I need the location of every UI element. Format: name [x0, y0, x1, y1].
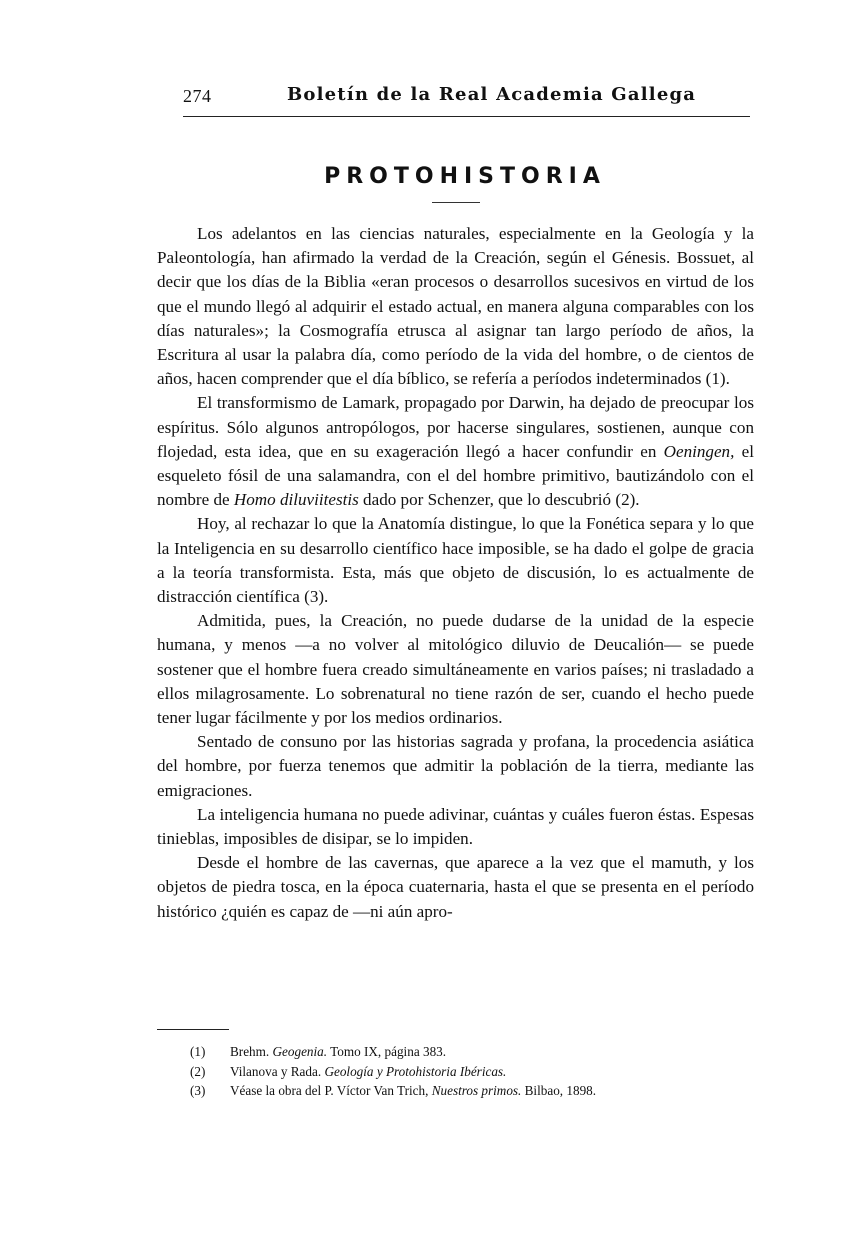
paragraph-2: El transformismo de Lamark, propagado por Darwin, ha dejado de preocupar los espíritus. Sólo algunos antropólogos, por hacerse singulares, sostienen, aunque con flojedad, esta idea, que en su exageración llegó a hacer confundir en Oeningen, el esqueleto fósil de una salamandra, con el del hombre primitivo, bautizándolo con el nombre de Homo diluviitestis dado por Schenzer, que lo descubrió (2). [157, 393, 754, 510]
title-rule [432, 202, 480, 203]
paragraph-4: Admitida, pues, la Creación, no puede dudarse de la unidad de la especie humana, y menos —a no volver al mitológico diluvio de Deucalión— se puede sostener que el hombre fuera creado simultáneamente en varios países; ni trasladado a ellos milagrosamente. Lo sobrenatural no tiene razón de ser, cuando el hecho puede tener lugar fácilmente y por los medios ordinarios. [157, 611, 754, 728]
section-title: PROTOHISTORIA [324, 164, 606, 189]
footnote-1: (1) Brehm. Geogenia. Tomo IX, página 383. [190, 1044, 447, 1059]
footnote-rule [157, 1029, 229, 1030]
article-body [157, 222, 754, 924]
footnote-3: (3) Véase la obra del P. Víctor Van Trich, Nuestros primos. Bilbao, 1898. [190, 1083, 597, 1098]
place-name-italic: Oeningen, [663, 441, 735, 461]
paragraph-5: Sentado de consuno por las historias sagrada y profana, la procedencia asiática del hombre, por fuerza tenemos que admitir la población de la tierra, mediante las emigraciones. [157, 732, 754, 800]
footnotes [190, 1042, 750, 1101]
footnote-2: (2) Vilanova y Rada. Geología y Protohistoria Ibéricas. [190, 1063, 507, 1079]
running-head [183, 86, 750, 117]
species-name-italic: Homo diluviitestis [233, 490, 359, 510]
journal-title: Boletín de la Real Academia Gallega [287, 84, 697, 105]
page-number: 274 [183, 86, 212, 106]
paragraph-6: La inteligencia humana no puede adivinar, cuántas y cuáles fueron éstas. Espesas tinieblas, imposibles de disipar, se lo impiden. [157, 804, 754, 849]
paragraph-1: Los adelantos en las ciencias naturales, especialmente en la Geología y la Paleontología, han afirmado la verdad de la Creación, según el Génesis. Bossuet, al decir que los días de la Biblia «eran procesos o desarrollos sucesivos en virtud de los que el mundo llegó al adquirir el estado actual, en manera alguna comparables con los días naturales»; la Cosmografía etrusca al asignar tan largo período de años, la Escritura al usar la palabra día, como período de la vida del hombre, o de cientos de años, hacen comprender que el día bíblico, se refería a períodos indeterminados (1). [157, 224, 754, 389]
paragraph-3: Hoy, al rechazar lo que la Anatomía distingue, lo que la Fonética separa y lo que la Inteligencia en su desarrollo científico hace imposible, se ha dado el golpe de gracia a la teoría transformista. Esta, más que objeto de discusión, lo es actualmente de distracción científica (3). [157, 514, 754, 607]
paragraph-7: Desde el hombre de las cavernas, que aparece a la vez que el mamuth, y los objetos de piedra tosca, en la época cuaternaria, hasta el que se presenta en el período histórico ¿quién es capaz de —ni aún apro- [157, 853, 754, 921]
